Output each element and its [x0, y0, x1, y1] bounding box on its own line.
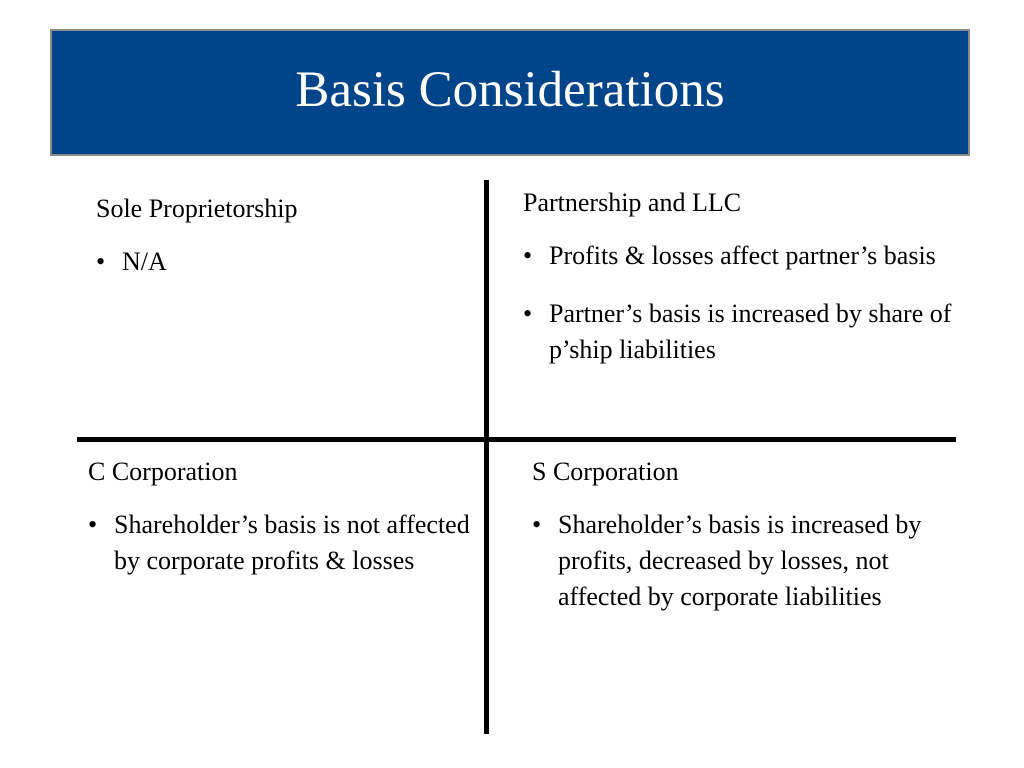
bullet-item — [523, 238, 953, 274]
bullet-text: Shareholder’s basis is not affected by corporate profits & losses — [114, 510, 470, 575]
bullet-list — [96, 244, 466, 280]
bullet-text: Profits & losses affect partner’s basis — [549, 241, 936, 270]
bullet-item — [523, 296, 953, 368]
bullet-icon: • — [96, 247, 106, 276]
quadrant-heading: C Corporation — [88, 457, 238, 486]
bullet-list — [532, 507, 952, 615]
bullet-item — [532, 507, 952, 615]
bullet-icon: • — [523, 241, 533, 270]
bullet-icon: • — [532, 510, 542, 539]
bullet-item — [96, 244, 466, 280]
bullet-icon: • — [523, 299, 533, 328]
slide-title: Basis Considerations — [295, 62, 725, 118]
quadrant-sole-proprietorship — [96, 191, 466, 302]
quadrant-partnership-llc — [523, 185, 953, 390]
bullet-icon: • — [88, 510, 98, 539]
title-bar — [50, 29, 970, 156]
quadrant-heading: S Corporation — [532, 457, 679, 486]
quadrant-heading: Partnership and LLC — [523, 188, 742, 217]
bullet-list — [88, 507, 478, 579]
bullet-text: Shareholder’s basis is increased by profits, decreased by losses, not affected by corporate liabilities — [558, 510, 922, 611]
quadrant-heading: Sole Proprietorship — [96, 194, 298, 223]
horizontal-divider — [77, 437, 956, 442]
bullet-text: N/A — [122, 247, 167, 276]
bullet-text: Partner’s basis is increased by share of p’ship liabilities — [549, 299, 952, 364]
quadrant-c-corporation — [88, 454, 478, 601]
vertical-divider — [484, 180, 489, 734]
quadrant-s-corporation — [532, 454, 952, 637]
bullet-item — [88, 507, 478, 579]
bullet-list — [523, 238, 953, 368]
